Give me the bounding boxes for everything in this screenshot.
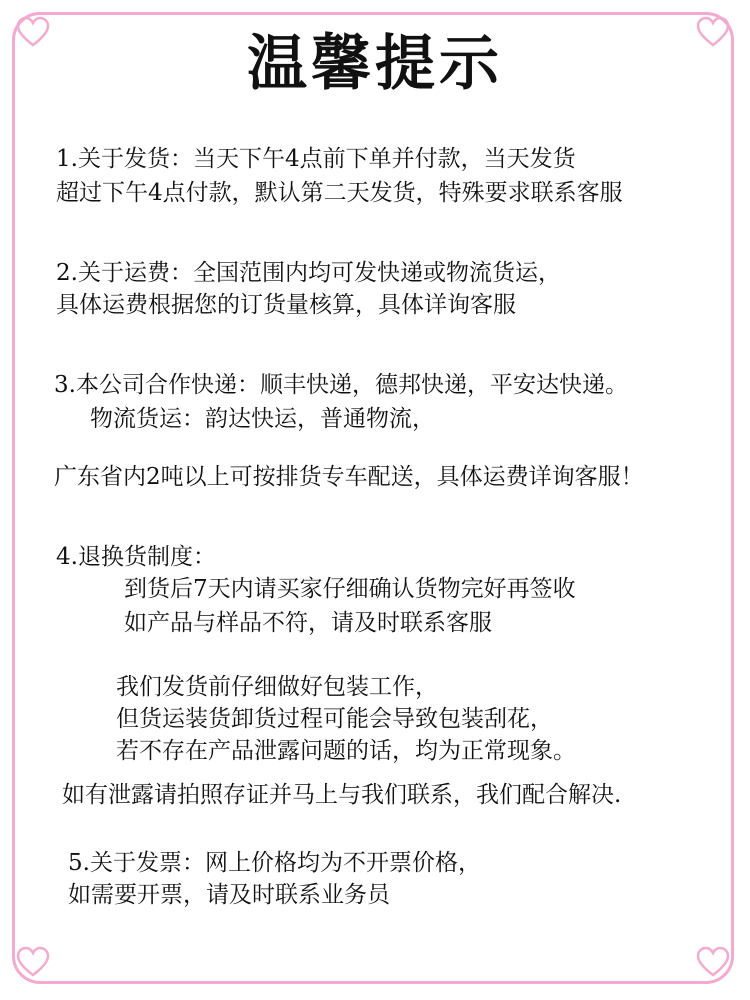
couriers-line-3: 广东省内2吨以上可按排货专车配送，具体运费详询客服！ (54, 464, 644, 490)
returns-line-3: 如产品与样品不符，请及时联系客服 (124, 610, 492, 636)
freight-line-1: 2.关于运费：全国范围内均可发快递或物流货运， (56, 260, 561, 286)
couriers-line-1: 3.本公司合作快递：顺丰快递，德邦快递，平安达快递。 (54, 372, 628, 398)
heart-icon (696, 946, 730, 980)
returns-line-1: 4.退换货制度： (56, 544, 216, 570)
heart-icon (16, 946, 50, 980)
invoice-line-1: 5.关于发票：网上价格均为不开票价格， (68, 850, 481, 876)
shipping-line-2: 超过下午4点付款，默认第二天发货，特殊要求联系客服 (56, 180, 623, 206)
returns-line-2: 到货后7天内请买家仔细确认货物完好再签收 (124, 576, 576, 602)
returns-line-6: 若不存在产品泄露问题的话，均为正常现象。 (116, 738, 576, 764)
returns-line-4: 我们发货前仔细做好包装工作， (116, 674, 438, 700)
page-title: 温馨提示 (247, 29, 503, 99)
invoice-line-2: 如需要开票，请及时联系业务员 (68, 882, 390, 908)
couriers-line-2: 物流货运：韵达快运，普通物流， (90, 406, 435, 432)
returns-line-5: 但货运装货卸货过程可能会导致包装刮花， (116, 706, 553, 732)
freight-line-2: 具体运费根据您的订货量核算，具体详询客服 (56, 292, 516, 318)
returns-line-7: 如有泄露请拍照存证并马上与我们联系，我们配合解决. (62, 782, 622, 808)
shipping-line-1: 1.关于发货：当天下午4点前下单并付款，当天发货 (56, 146, 576, 172)
